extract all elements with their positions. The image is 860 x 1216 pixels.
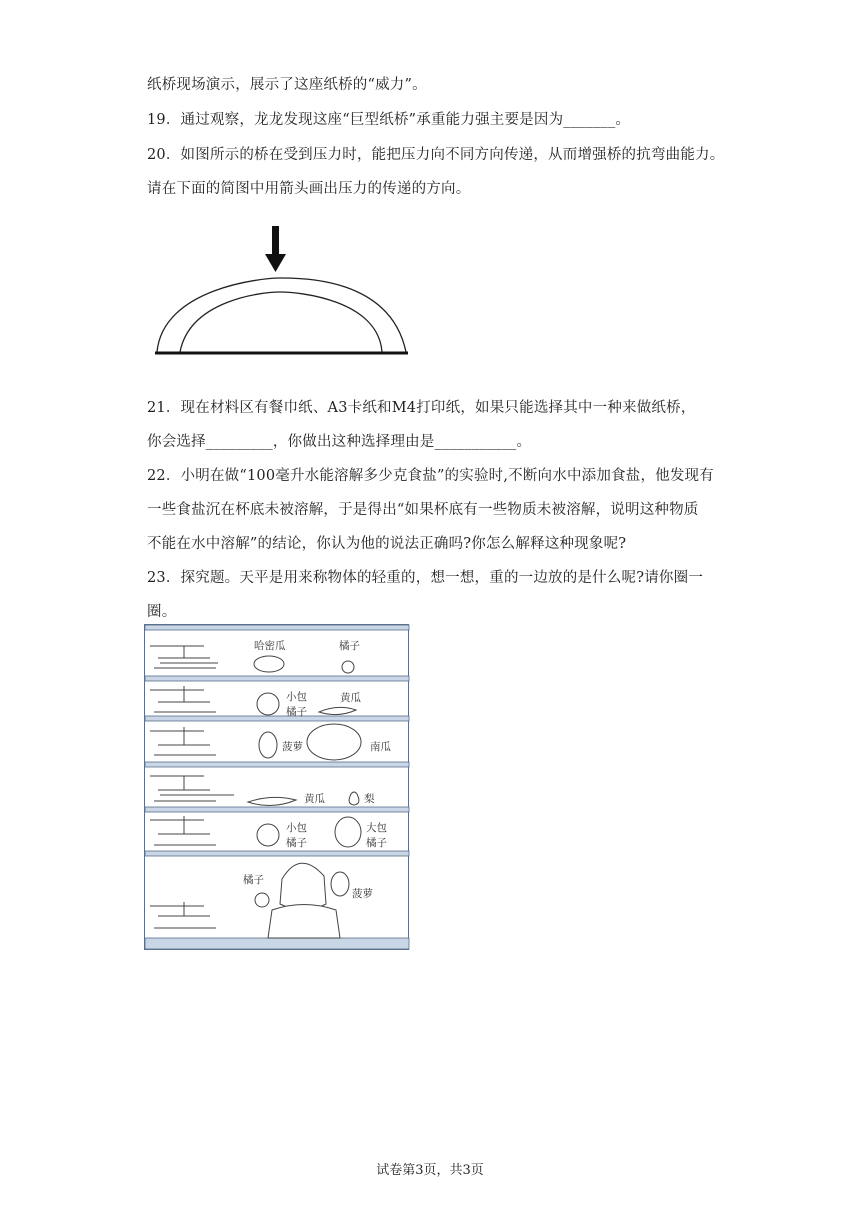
label-oranges-2: 橘子 xyxy=(286,837,307,849)
inner-arch xyxy=(180,292,382,352)
label-pear: 梨 xyxy=(364,793,375,805)
question-22-cont-2: 不能在水中溶解”的结论，你认为他的说法正确吗?你怎么解释这种现象呢? xyxy=(147,536,627,552)
down-arrow-icon xyxy=(265,226,286,272)
question-20: 20．如图所示的桥在受到压力时，能把压力向不同方向传递，从而增强桥的抗弯曲能力。 xyxy=(147,147,725,163)
pumpkin-icon xyxy=(307,724,361,760)
label-oranges: 橘子 xyxy=(286,706,307,718)
label-oranges-3: 橘子 xyxy=(366,837,387,849)
text-line-1: 纸桥现场演示，展示了这座纸桥的“威力”。 xyxy=(147,77,427,93)
question-22-cont-1: 一些食盐沉在杯底未被溶解，于是得出“如果杯底有一些物质未被溶解，说明这种物质 xyxy=(147,502,699,518)
label-orange-boy: 橘子 xyxy=(243,874,264,886)
question-23: 23．探究题。天平是用来称物体的轻重的，想一想，重的一边放的是什么呢?请你圈一 xyxy=(147,570,704,586)
label-orange: 橘子 xyxy=(339,640,360,652)
question-21-cont: 你会选择_________，你做出这种选择理由是___________。 xyxy=(147,434,532,450)
label-small-bag: 小包 xyxy=(286,691,307,703)
question-21: 21．现在材料区有餐巾纸、A3卡纸和M4打印纸，如果只能选择其中一种来做纸桥， xyxy=(147,400,696,416)
label-large-bag: 大包 xyxy=(366,822,387,834)
label-cucumber: 黄瓜 xyxy=(340,692,361,704)
label-pineapple-boy: 菠萝 xyxy=(352,888,373,900)
large-bag-oranges-icon xyxy=(335,817,361,847)
pear-icon xyxy=(349,792,359,805)
hami-melon-icon xyxy=(254,656,284,672)
orange-icon xyxy=(342,661,354,673)
label-pineapple: 菠萝 xyxy=(282,741,303,753)
small-bag-oranges-icon-2 xyxy=(257,824,279,846)
outer-arch xyxy=(157,278,406,352)
balance-scale-figure xyxy=(144,624,410,950)
question-20-cont: 请在下面的简图中用箭头画出压力的传递的方向。 xyxy=(147,181,471,197)
label-small-bag-2: 小包 xyxy=(286,822,307,834)
question-19: 19．通过观察，龙龙发现这座“巨型纸桥”承重能力强主要是因为_______。 xyxy=(147,112,631,128)
question-23-cont: 圈。 xyxy=(147,604,177,620)
small-bag-oranges-icon xyxy=(257,693,279,715)
page-footer: 试卷第3页，共3页 xyxy=(376,1163,484,1178)
arch-bridge-diagram xyxy=(0,0,860,360)
label-hami-melon: 哈密瓜 xyxy=(254,640,286,652)
pineapple-icon xyxy=(259,732,277,758)
label-pumpkin: 南瓜 xyxy=(370,741,391,753)
question-22: 22．小明在做“100毫升水能溶解多少克食盐”的实验时,不断向水中添加食盐，他发现有 xyxy=(147,468,714,484)
label-cucumber-2: 黄瓜 xyxy=(304,793,325,805)
